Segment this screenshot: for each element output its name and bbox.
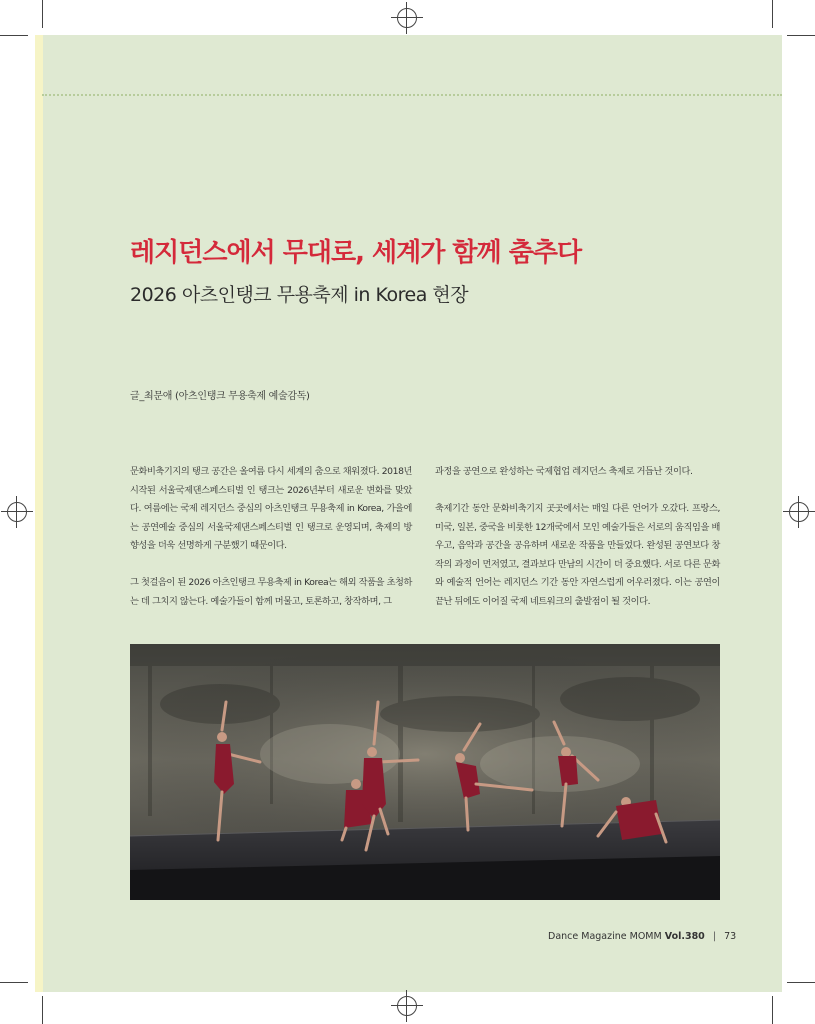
crop-mark <box>0 982 28 983</box>
article-title: 레지던스에서 무대로, 세계가 함께 춤추다 <box>130 238 582 268</box>
crop-mark <box>787 35 815 36</box>
header-dotted-rule <box>42 94 782 96</box>
crop-mark <box>787 982 815 983</box>
crop-mark <box>772 996 773 1024</box>
registration-mark-icon <box>397 8 417 28</box>
body-column-right <box>435 463 720 630</box>
body-paragraph: 축제기간 동안 문화비축기지 곳곳에서는 매일 다른 언어가 오갔다. 프랑스, 미국, 일본, 중국을 비롯한 12개국에서 모인 예술가들은 서로의 움직임을 배우고, 음악과 공간을 공유하며 새로운 작품을 만들었다. 완성된 공연보다 창작의 과정이 먼저였고, 결과보다 만남의 시간이 더 중요했다. 서로 다른 문화와 예술적 언어는 레지던스 기간 동안 자연스럽게 어우러졌다. 이는 공연이 끝난 뒤에도 이어질 국제 네트워크의 출발점이 될 것이다. <box>435 503 720 607</box>
registration-mark-icon <box>397 996 417 1016</box>
article-subtitle: 2026 아츠인탱크 무용축제 in Korea 현장 <box>130 284 469 306</box>
body-paragraph: 문화비축기지의 탱크 공간은 올여름 다시 세계의 춤으로 채워졌다. 2018년 시작된 서울국제댄스페스티벌 인 탱크는 2026년부터 새로운 변화를 맞았다. 여름에는 국제 레지던스 중심의 아츠인탱크 무용축제 in Korea, 가을에는 공연예술 중심의 서울국제댄스페스티벌 인 탱크로 운영되며, 축제의 방향성을 더욱 선명하게 구분했기 때문이다. <box>130 466 412 551</box>
volume-number: Vol.380 <box>664 931 705 942</box>
footer-separator: | <box>712 931 717 942</box>
left-margin-strip <box>35 35 43 992</box>
performance-photo <box>130 644 720 900</box>
registration-mark-icon <box>789 502 809 522</box>
registration-mark-icon <box>7 502 27 522</box>
page-footer <box>548 931 736 942</box>
body-paragraph: 그 첫걸음이 된 2026 아츠인탱크 무용축제 in Korea는 해외 작품을 초청하는 데 그치지 않는다. 예술가들이 함께 머물고, 토론하고, 창작하며, 그 <box>130 577 413 607</box>
crop-mark <box>0 35 28 36</box>
body-paragraph: 과정을 공연으로 완성하는 국제협업 레지던스 축제로 거듭난 것이다. <box>435 466 693 477</box>
magazine-name: Dance Magazine MOMM <box>548 931 662 942</box>
crop-mark <box>772 0 773 28</box>
crop-mark <box>42 0 43 28</box>
body-column-left <box>130 463 412 630</box>
crop-mark <box>42 996 43 1024</box>
byline: 글_최문애 (아츠인탱크 무용축제 예술감독) <box>130 391 310 402</box>
page-number: 73 <box>724 931 737 942</box>
